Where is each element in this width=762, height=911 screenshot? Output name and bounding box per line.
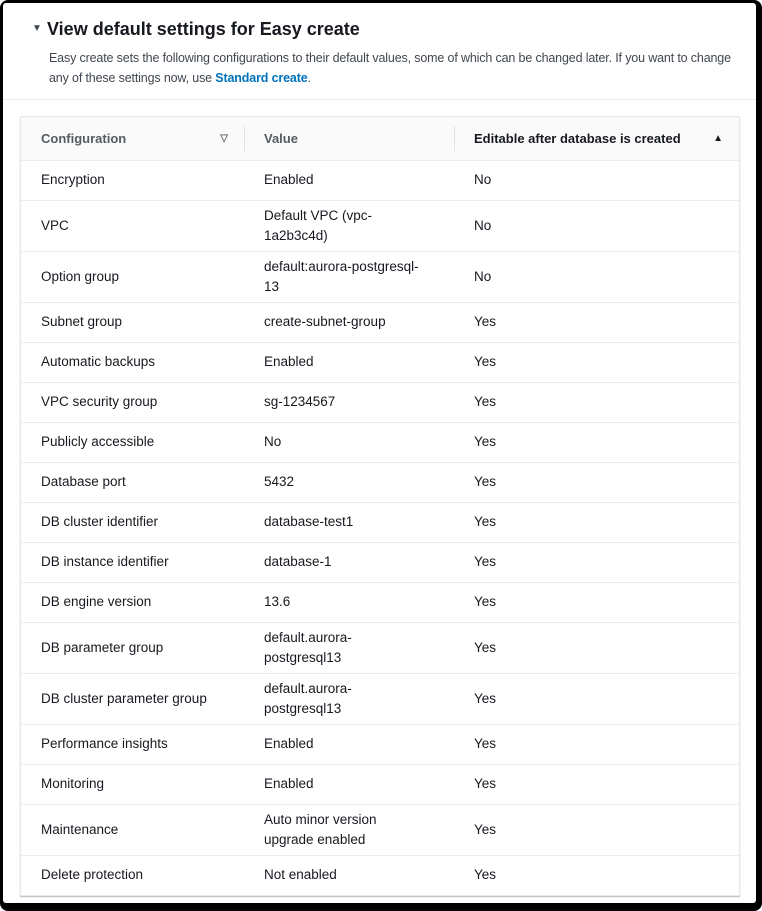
editable-cell: No (454, 251, 739, 302)
editable-cell: Yes (454, 764, 739, 804)
description-period: . (307, 71, 311, 85)
expandable-section-header[interactable] (32, 17, 746, 41)
editable-cell: Yes (454, 502, 739, 542)
section-description (49, 48, 746, 88)
settings-table (21, 117, 739, 895)
editable-cell: Yes (454, 302, 739, 342)
editable-cell: Yes (454, 342, 739, 382)
editable-cell: No (454, 200, 739, 251)
column-header-editable[interactable] (454, 117, 739, 160)
table-row (21, 422, 739, 462)
configuration-cell: DB engine version (21, 582, 244, 622)
sort-descending-icon[interactable]: ▽ (220, 132, 228, 144)
configuration-cell: Performance insights (21, 724, 244, 764)
value-cell: 5432 (244, 462, 454, 502)
editable-cell: Yes (454, 622, 739, 673)
configuration-cell: DB cluster identifier (21, 502, 244, 542)
value-cell: No (244, 422, 454, 462)
editable-cell: Yes (454, 382, 739, 422)
configuration-cell: DB cluster parameter group (21, 673, 244, 724)
configuration-cell: Delete protection (21, 855, 244, 895)
value-cell: Not enabled (244, 855, 454, 895)
column-header-value[interactable] (244, 117, 454, 160)
configuration-cell: DB parameter group (21, 622, 244, 673)
editable-cell: No (474, 172, 492, 187)
configuration-cell: Automatic backups (21, 342, 244, 382)
settings-table-card (20, 116, 740, 896)
configuration-cell: Monitoring (21, 764, 244, 804)
configuration-cell: DB instance identifier (21, 542, 244, 582)
table-row (21, 200, 739, 251)
table-row (21, 582, 739, 622)
value-cell: default:aurora-postgresql- 13 (244, 251, 454, 302)
table-row (21, 502, 739, 542)
standard-create-link[interactable]: Standard create (215, 71, 308, 85)
editable-cell: Yes (454, 804, 739, 855)
column-header-configuration[interactable] (21, 117, 244, 160)
table-row (21, 542, 739, 582)
table-header-row (21, 117, 739, 160)
value-cell: Enabled (244, 724, 454, 764)
editable-cell: Yes (454, 582, 739, 622)
table-row (21, 724, 739, 764)
value-cell: default.aurora- postgresql13 (244, 622, 454, 673)
value-cell: create-subnet-group (244, 302, 454, 342)
table-row (21, 804, 739, 855)
value-cell: Auto minor version upgrade enabled (244, 804, 454, 855)
value-cell: Enabled (244, 342, 454, 382)
value-cell: default.aurora- postgresql13 (244, 673, 454, 724)
table-row (21, 302, 739, 342)
table-row (21, 462, 739, 502)
table-row (21, 622, 739, 673)
value-cell: database-1 (244, 542, 454, 582)
expander-caret-icon[interactable]: ▼ (32, 23, 42, 34)
table-row (21, 855, 739, 895)
sort-ascending-icon[interactable]: ▲ (713, 132, 723, 144)
column-label: Configuration (41, 130, 127, 146)
configuration-cell: VPC (21, 200, 244, 251)
description-line1: Easy create sets the following configurations to their default values, some of which can be changed later. If you want to change (49, 51, 731, 65)
editable-cell: Yes (454, 724, 739, 764)
value-cell: sg-1234567 (244, 382, 454, 422)
value-cell: 13.6 (244, 582, 454, 622)
table-row (21, 382, 739, 422)
description-line2: any of these settings now, use (49, 71, 216, 85)
value-cell: Enabled (264, 172, 314, 187)
value-cell: database-test1 (244, 502, 454, 542)
value-cell: Enabled (244, 764, 454, 804)
section-title: View default settings for Easy create (47, 19, 360, 39)
value-cell: Default VPC (vpc- 1a2b3c4d) (244, 200, 454, 251)
editable-cell: Yes (454, 673, 739, 724)
configuration-cell: Maintenance (21, 804, 244, 855)
configuration-cell: Encryption (41, 172, 105, 187)
editable-cell: Yes (454, 422, 739, 462)
column-label: Editable after database is created (474, 130, 681, 146)
column-label: Value (264, 130, 298, 146)
editable-cell: Yes (454, 855, 739, 895)
table-row (21, 160, 739, 200)
configuration-cell: Publicly accessible (21, 422, 244, 462)
table-row (21, 673, 739, 724)
configuration-cell: Subnet group (21, 302, 244, 342)
editable-cell: Yes (454, 462, 739, 502)
page (3, 3, 756, 903)
table-row (21, 251, 739, 302)
editable-cell: Yes (454, 542, 739, 582)
configuration-cell: VPC security group (21, 382, 244, 422)
table-body (21, 160, 739, 895)
section-divider (3, 99, 756, 100)
configuration-cell: Database port (21, 462, 244, 502)
table-row (21, 764, 739, 804)
easy-create-settings-section (3, 3, 756, 88)
table-row (21, 342, 739, 382)
configuration-cell: Option group (21, 251, 244, 302)
